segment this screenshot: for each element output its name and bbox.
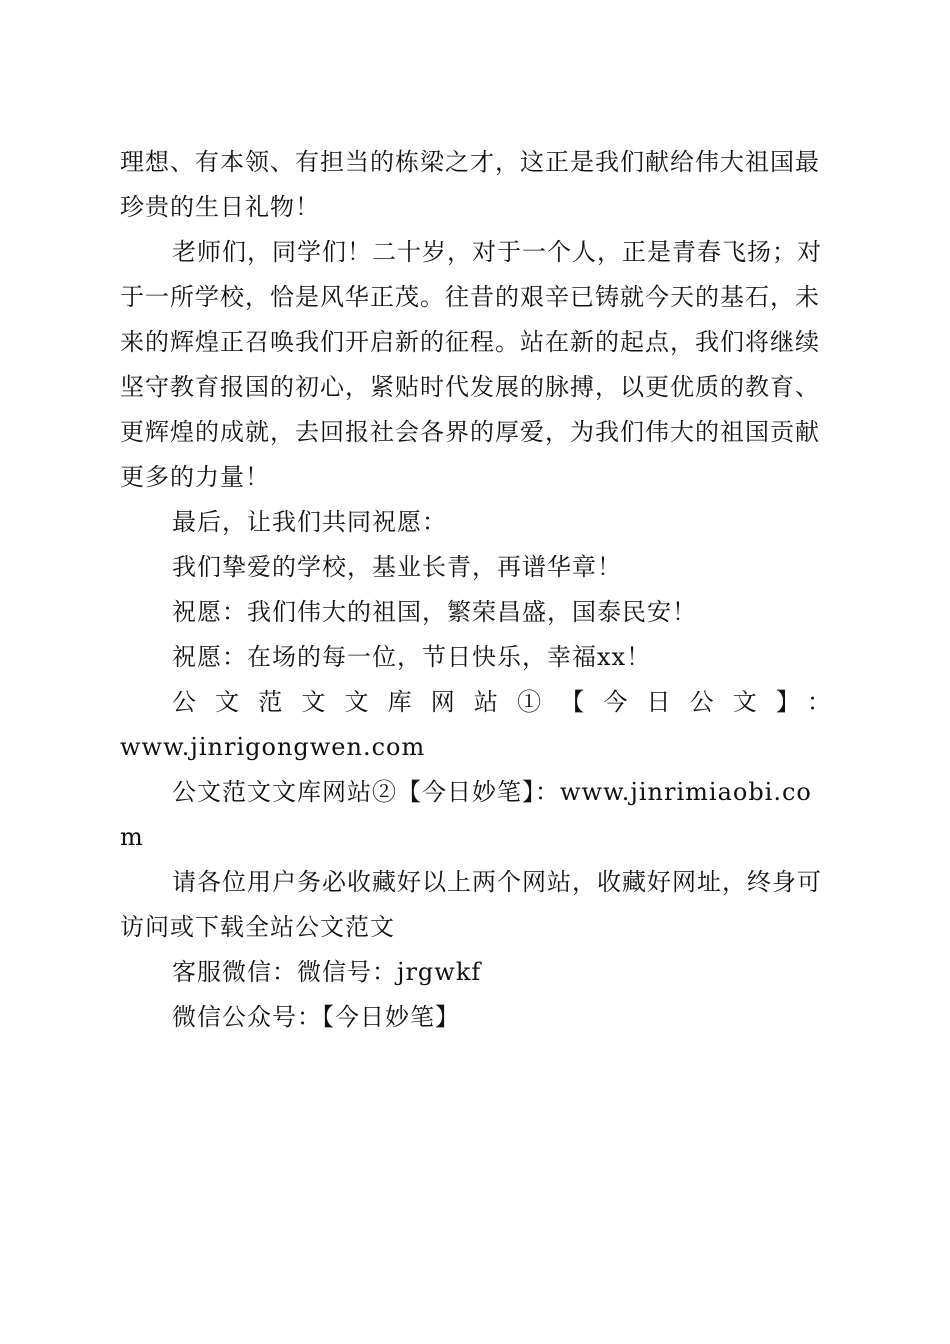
paragraph-wish-audience: 祝愿：在场的每一位，节日快乐，幸福xx！ (172, 643, 652, 671)
official-account: 微信公众号：【今日妙笔】 (172, 1003, 460, 1031)
paragraph-wishes-intro: 最后，让我们共同祝愿： (172, 508, 447, 536)
bookmark-notice: 请各位用户务必收藏好以上两个网站，收藏好网址，终身可访问或下载全站公文范文 (120, 868, 822, 941)
customer-service-wechat: 客服微信：微信号：jrgwkf (172, 958, 482, 986)
website-1-label: 公文范文文库网站①【今日公文】： (172, 688, 832, 716)
paragraph-anniversary: 老师们，同学们！二十岁，对于一个人，正是青春飞扬；对于一所学校，恰是风华正茂。往昔的艰辛已铸就今天的基石，未来的辉煌正召唤我们开启新的征程。站在新的起点，我们将继续坚守教育报国的初心，紧贴时代发展的脉搏，以更优质的教育、更辉煌的成就，去回报社会各界的厚爱，为我们伟大的祖国贡献更多的力量！ (120, 238, 822, 491)
paragraph-wish-school: 我们挚爱的学校，基业长青，再谱华章！ (172, 553, 622, 581)
document-body (120, 140, 832, 1040)
paragraph-wish-country: 祝愿：我们伟大的祖国，繁荣昌盛，国泰民安！ (172, 598, 697, 626)
website-1-url[interactable]: www.jinrigongwen.com (120, 733, 426, 761)
paragraph-gift: 理想、有本领、有担当的栋梁之才，这正是我们献给伟大祖国最珍贵的生日礼物！ (120, 148, 820, 221)
website-2-line[interactable]: 公文范文文库网站②【今日妙笔】：www.jinrimiaobi.com (120, 778, 812, 851)
